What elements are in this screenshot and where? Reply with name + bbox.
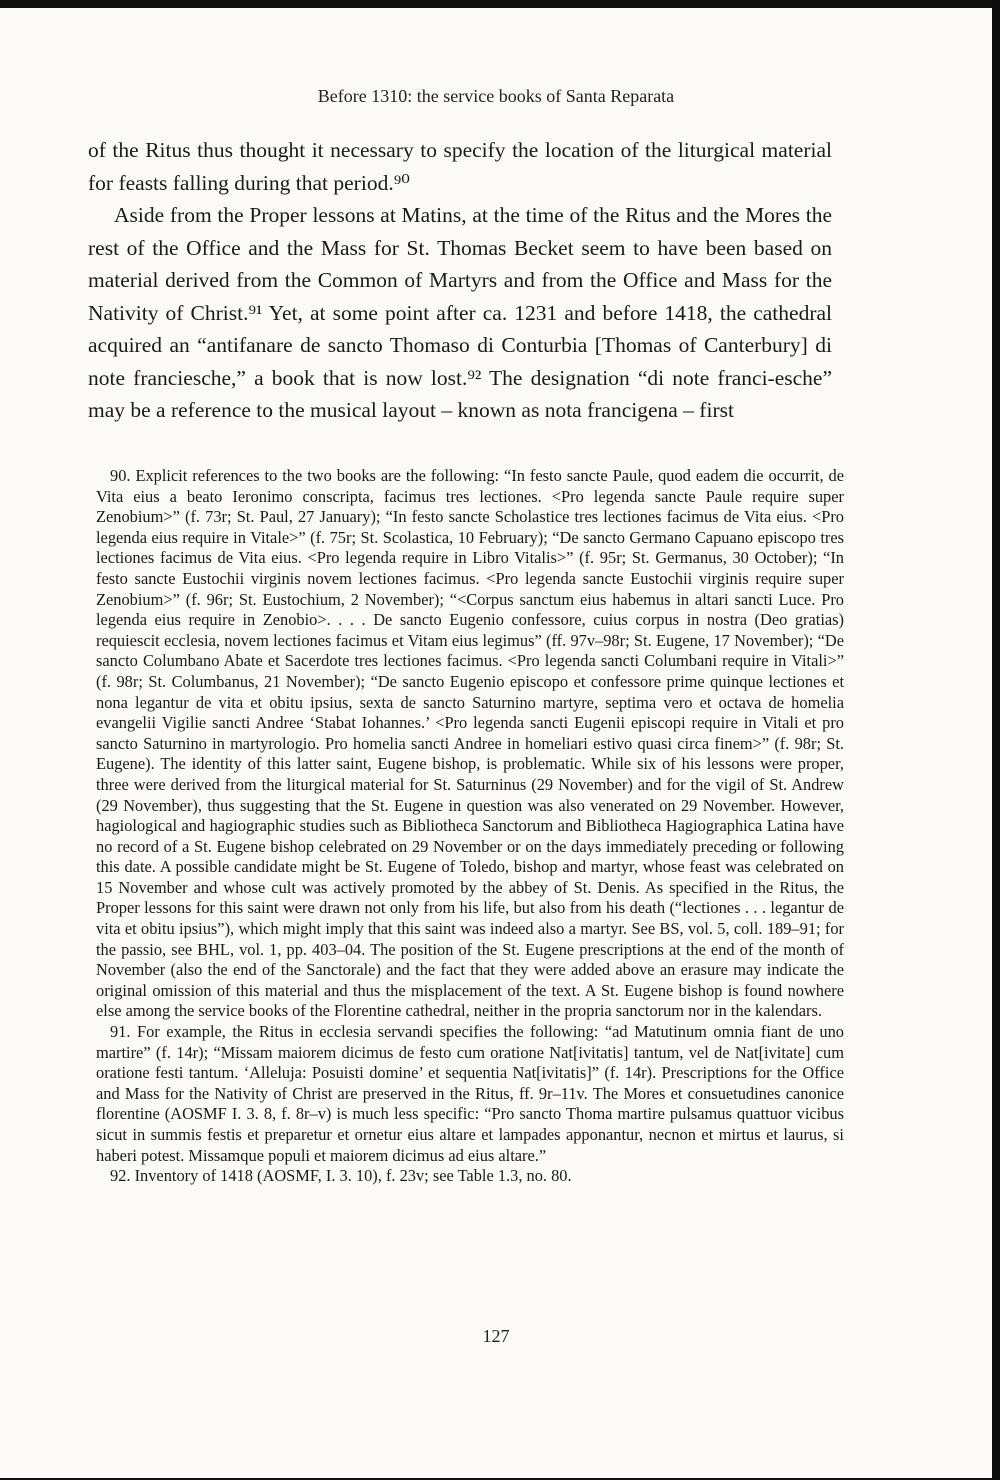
book-page bbox=[0, 8, 992, 1478]
footnote-92: 92. Inventory of 1418 (AOSMF, I. 3. 10), f. 23v; see Table 1.3, no. 80. bbox=[110, 1166, 572, 1186]
main-text bbox=[88, 134, 832, 427]
page-number: 127 bbox=[482, 1326, 510, 1346]
footnote-91: 91. For example, the Ritus in ecclesia servandi specifies the following: “ad Matutinum omnia fiant de uno martire” (f. 14r); “Missam maiorem dicimus de festo cum oratione Nat[ivitatis] tantum, vel de Nat[ivitate] cum oratione festi tantum. ‘Alleluja: Posuisti domine’ et sequentia Nat[ivitatis]” (f. 14r). Prescriptions for the Office and Mass for the Nativity of Christ are preserved in the Ritus, ff. 9r–11v. The Mores et consuetudines canonice florentine (AOSMF I. 3. 8, f. 8r–v) is much less specific: “Pro sancto Thoma martire pulsamus quattuor vicibus sicut in summis festis et preparetur et ornetur eius altare et lampades apponantur, necnon et mirtus et laurus, si haberi potest. Missamque populi et maiorem dicimus ad eius altare.” bbox=[96, 1022, 844, 1165]
paragraph: of the Ritus thus thought it necessary to specify the location of the liturgical material for feasts falling during that period.⁹⁰ bbox=[88, 138, 832, 195]
footnotes bbox=[96, 466, 844, 1187]
paragraph: Aside from the Proper lessons at Matins, at the time of the Ritus and the Mores the rest of the Office and the Mass for St. Thomas Becket seem to have been based on material derived from the Common of Martyrs and from the Office and Mass for the Nativity of Christ.⁹¹ Yet, at some point after ca. 1231 and before 1418, the cathedral acquired an “antifanare de sancto Thomaso di Conturbia [Thomas of Canterbury] di note franciesche,” a book that is now lost.⁹² The designation “di note franci-esche” may be a reference to the musical layout – known as nota francigena – first bbox=[88, 203, 832, 422]
book-spine-shadow bbox=[992, 0, 1000, 1480]
running-head: Before 1310: the service books of Santa Reparata bbox=[317, 86, 675, 106]
footnote-90: 90. Explicit references to the two books are the following: “In festo sancte Paule, quod eadem die occurrit, de Vita eius a beato Ieronimo conscripta, facimus tres lectiones. <Pro legenda sancte Paule require super Zenobium>” (f. 73r; St. Paul, 27 January); “In festo sancte Scholastice tres lectiones facimus de Vita eius. <Pro legenda eius require in Vitale>” (f. 75r; St. Scolastica, 10 February); “De sancto Germano Capuano episcopo tres lectiones facimus de Vita eius. <Pro legenda require in Libro Vitalis>” (f. 95r; St. Germanus, 30 October); “In festo sancte Eustochii virginis novem lectiones facimus. <Pro legenda sancte Eustochii virginis require super Zenobium>” (f. 96r; St. Eustochium, 2 November); “<Corpus sanctum eius habemus in altari sancti Luce. Pro legenda eius require in Zenobio>. . . . De sancto Eugenio confessore, cuius corpus in nostra (Deo gratias) requiescit ecclesia, novem lectiones facimus et Vitam eius legimus” (ff. 97v–98r; St. Eugene, 17 November); “De sancto Columbano Abate et Sacerdote tres lectiones facimus. <Pro legenda sancti Columbani require in Vitali>” (f. 98r; St. Columbanus, 21 November); “De sancto Eugenio episcopo et confessore prime quinque lectiones et nona legantur de vita et obitu ipsius, sexta de sancto Saturnino martyre, septima vero et octava de homelia evangelii Vigilie sancti Andree ‘Stabat Iohannes.’ <Pro legenda sancti Eugenii episcopi require in Vitali et pro sancto Saturnino in martyrologio. Pro homelia sancti Andree in homeliari estivo quasi circa finem>” (f. 98r; St. Eugene). The identity of this latter saint, Eugene bishop, is problematic. While six of his lessons were proper, three were derived from the liturgical material for St. Saturninus (29 November) and for the vigil of St. Andrew (29 November), thus suggesting that the St. Eugene in question was also venerated on 29 November. However, hagiological and hagiographic studies such as Bibliotheca Sanctorum and Bibliotheca Hagiographica Latina have no record of a St. Eugene bishop celebrated on 29 November or on the days immediately preceding or following this date. A possible candidate might be St. Eugene of Toledo, bishop and martyr, whose feast was celebrated on 15 November and whose cult was actively promoted by the abbey of St. Denis. As specified in the Ritus, the Proper lessons for this saint were drawn not only from his life, but also from his death (“lectiones . . . legantur de vita et obitu ipsius”), which might imply that this saint was indeed also a martyr. See BS, vol. 5, coll. 189–91; for the passio, see BHL, vol. 1, pp. 403–04. The position of the St. Eugene prescriptions at the end of the month of November (also the end of the Sanctorale) and the fact that they were added above an erasure may indicate the original omission of this material and thus the misplacement of the text. A St. Eugene bishop is found nowhere else among the service books of the Florentine cathedral, neither in the propria sanctorum nor in the kalendars. bbox=[96, 466, 844, 1021]
